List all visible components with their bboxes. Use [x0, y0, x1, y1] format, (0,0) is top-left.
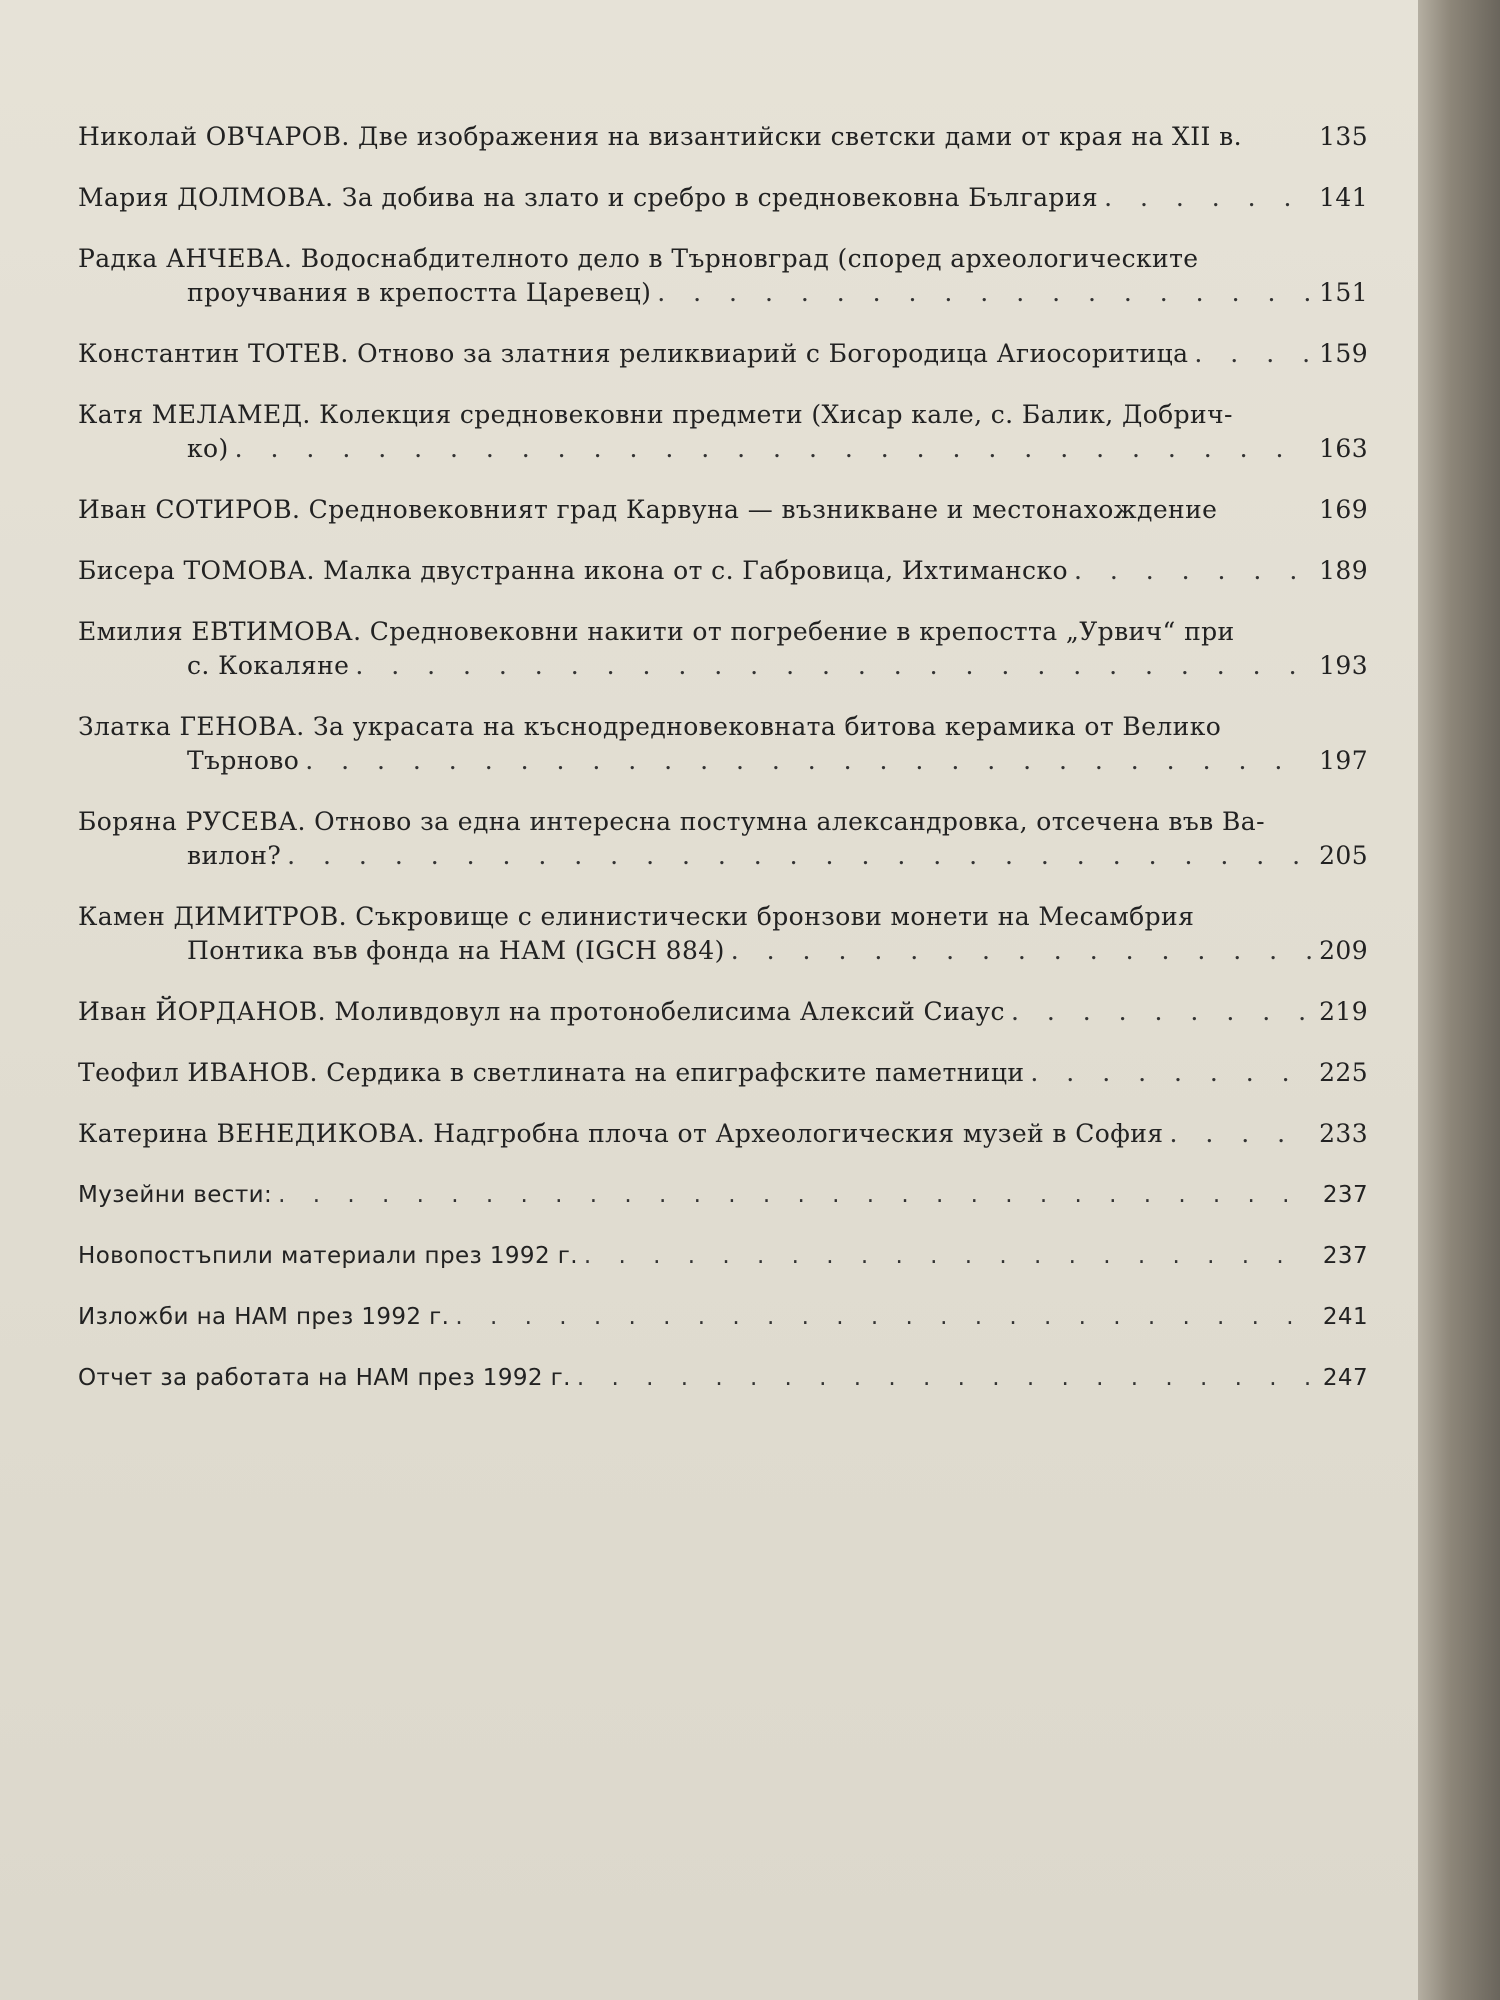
toc-entry-sotirov [78, 493, 1368, 527]
toc-entry-text-cont: с. Кокаляне [187, 651, 350, 680]
toc-page-number: 219 [1319, 997, 1368, 1026]
toc-entry-exhibitions [78, 1300, 1368, 1334]
toc-entry-text: Теофил ИВАНОВ. Сердика в светлината на епиграфските паметници [78, 1058, 1025, 1087]
toc-page-number: 225 [1319, 1058, 1368, 1087]
leader-dots [1011, 995, 1312, 1029]
toc-entry-ovcharov [78, 120, 1368, 154]
toc-entry-text: Музейни вести: [78, 1182, 273, 1208]
leader-dots [1074, 554, 1312, 588]
toc-entry-text: Иван СОТИРОВ. Средновековният град Карвуна — възникване и местонахождение [78, 495, 1218, 524]
toc-entry-text: Новопостъпили материали през 1992 г. [78, 1243, 578, 1269]
toc-entry-text: Емилия ЕВТИМОВА. Средновековни накити от погребение в крепостта „Урвич“ при [78, 617, 1235, 646]
table-of-contents [78, 120, 1368, 1422]
toc-entry-text: Иван ЙОРДАНОВ. Моливдовул на протонобелисима Алексий Сиаус [78, 997, 1005, 1026]
toc-entry-text: Отчет за работата на НАМ през 1992 г. [78, 1365, 571, 1391]
toc-entry-text: Радка АНЧЕВА. Водоснабдителното дело в Търновград (според археологическите [78, 244, 1199, 273]
toc-entry-ivanov [78, 1056, 1368, 1090]
toc-page-number: 135 [1319, 122, 1368, 151]
toc-entry-museum-news [78, 1178, 1368, 1212]
toc-entry-text-cont: ко) [187, 434, 229, 463]
toc-entry-text-cont: вилон? [187, 841, 282, 870]
toc-entry-text-cont: Търново [187, 746, 300, 775]
leader-dots [278, 1178, 1312, 1212]
toc-page-number: 237 [1322, 1243, 1368, 1269]
toc-entry-text: Боряна РУСЕВА. Отново за една интересна постумна александровка, отсечена във Ва- [78, 807, 1265, 836]
toc-entry-text: Катерина ВЕНЕДИКОВА. Надгробна плоча от Археологическия музей в София [78, 1119, 1164, 1148]
leader-dots [305, 744, 1312, 778]
leader-dots [577, 1361, 1312, 1395]
toc-entry-venedikova [78, 1117, 1368, 1151]
toc-entry-dolmova [78, 181, 1368, 215]
toc-entry-evtimova [78, 615, 1368, 683]
toc-entry-text: Изложби на НАМ през 1992 г. [78, 1304, 450, 1330]
toc-entry-melamed [78, 398, 1368, 466]
toc-page-number: 141 [1319, 183, 1368, 212]
toc-entry-text: Камен ДИМИТРОВ. Съкровище с елинистически бронзови монети на Месамбрия [78, 902, 1195, 931]
toc-page-number: 233 [1319, 1119, 1368, 1148]
toc-entry-text-cont: Понтика във фонда на НАМ (IGCH 884) [187, 936, 725, 965]
toc-page-number: 163 [1319, 434, 1368, 463]
toc-entry-text: Катя МЕЛАМЕД. Колекция средновековни предмети (Хисар кале, с. Балик, Добрич- [78, 400, 1233, 429]
toc-entry-text: Константин ТОТЕВ. Отново за златния реликвиарий с Богородица Агиосоритица [78, 339, 1189, 368]
toc-entry-genova [78, 710, 1368, 778]
leader-dots [355, 649, 1312, 683]
toc-page-number: 159 [1319, 339, 1368, 368]
toc-entry-ruseva [78, 805, 1368, 873]
toc-entry-text: Бисера ТОМОВА. Малка двустранна икона от с. Габровица, Ихтиманско [78, 556, 1068, 585]
toc-page-number: 189 [1319, 556, 1368, 585]
toc-entry-tomova [78, 554, 1368, 588]
leader-dots [1194, 337, 1312, 371]
leader-dots [235, 432, 1312, 466]
page-edge [1418, 0, 1500, 2000]
toc-page-number: 193 [1319, 651, 1368, 680]
toc-page-number: 209 [1319, 936, 1368, 965]
toc-page-number: 241 [1322, 1304, 1368, 1330]
toc-page-number: 151 [1319, 278, 1368, 307]
toc-entry-text: Златка ГЕНОВА. За украсата на къснодредновековната битова керамика от Велико [78, 712, 1222, 741]
toc-page-number: 205 [1319, 841, 1368, 870]
toc-page-number: 169 [1319, 495, 1368, 524]
leader-dots [731, 934, 1312, 968]
toc-entry-new-materials [78, 1239, 1368, 1273]
toc-entry-report [78, 1361, 1368, 1395]
leader-dots [1104, 181, 1312, 215]
toc-entry-text: Николай ОВЧАРОВ. Две изображения на византийски светски дами от края на XII в. [78, 122, 1242, 151]
toc-page-number: 197 [1319, 746, 1368, 775]
toc-page-number: 237 [1322, 1182, 1368, 1208]
toc-entry-ancheva [78, 242, 1368, 310]
toc-entry-totev [78, 337, 1368, 371]
leader-dots [1169, 1117, 1312, 1151]
toc-entry-text: Мария ДОЛМОВА. За добива на злато и сребро в средновековна България [78, 183, 1099, 212]
leader-dots [287, 839, 1312, 873]
toc-entry-yordanov [78, 995, 1368, 1029]
toc-page-number: 247 [1322, 1365, 1368, 1391]
leader-dots [657, 276, 1312, 310]
toc-entry-text-cont: проучвания в крепостта Царевец) [187, 278, 652, 307]
leader-dots [455, 1300, 1312, 1334]
toc-entry-dimitrov [78, 900, 1368, 968]
leader-dots [584, 1239, 1312, 1273]
leader-dots [1030, 1056, 1312, 1090]
